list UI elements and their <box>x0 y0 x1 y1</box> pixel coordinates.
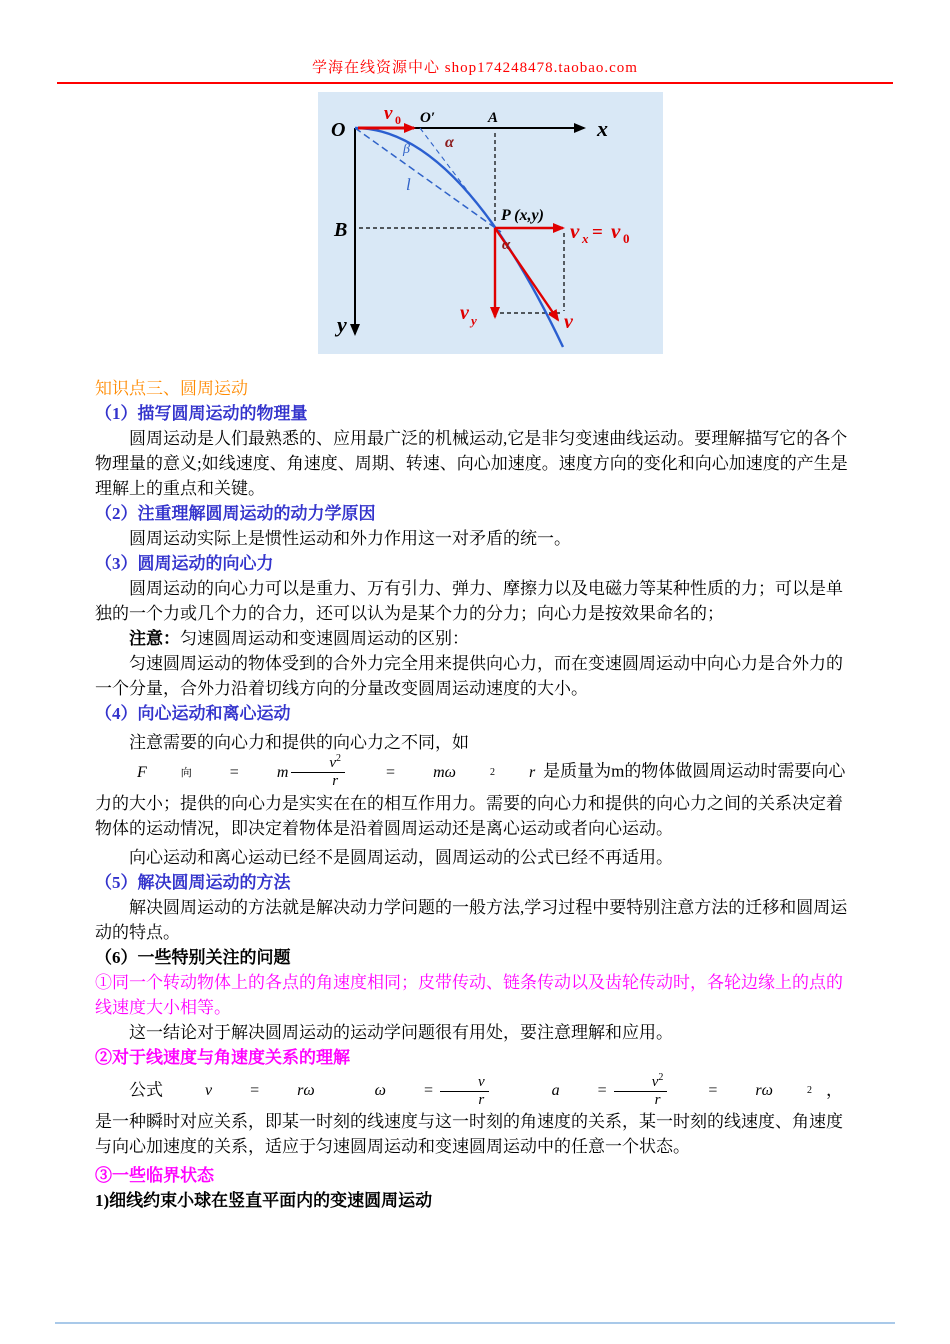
beta-angle-label: β <box>403 142 410 157</box>
formula2-r-omega-2: rω <box>755 1082 773 1100</box>
formula-m-omega: mω <box>433 763 456 781</box>
paragraph-velocity-relations <box>95 1071 855 1160</box>
heading-6-special-issues: （6）一些特别关注的问题 <box>95 947 291 967</box>
vy-label-subscript: y <box>471 313 477 328</box>
formula-v: v <box>329 755 337 771</box>
formula2-equals-3: = <box>597 1082 607 1100</box>
paragraph-solving-method: 解决圆周运动的方法就是解决动力学问题的一般方法,学习过程中要特别注意方法的迁移和圆周运动的特点。 <box>95 897 848 942</box>
fraction-v-over-r <box>440 1074 489 1110</box>
centripetal-force-formula: F 向 = m $\frac{v^2}{r}$ = mω 2 r <box>103 755 535 791</box>
alpha-angle-label-top: α <box>445 134 454 151</box>
fraction-denominator <box>444 1092 484 1109</box>
note-paragraph <box>95 626 855 651</box>
formula2-r-den-2: r <box>654 1091 661 1108</box>
heading-3-centripetal-force: （3）圆周运动的向心力 <box>95 554 274 573</box>
formula-r: r <box>332 773 339 790</box>
formula-v-equals-r-omega <box>171 1082 315 1100</box>
formula2-v-exponent: 2 <box>658 1071 664 1083</box>
paragraph-conclusion-useful: 这一结论对于解决圆周运动的运动学问题很有用处，要注意理解和应用。 <box>129 1022 673 1042</box>
point-O-prime-label: O′ <box>420 110 436 126</box>
formula-r-2: r <box>528 763 536 781</box>
formula2-a: a <box>551 1082 560 1100</box>
heading-2-dynamics-reason: （2）注重理解圆周运动的动力学原因 <box>95 504 376 523</box>
heading-5-solving-method: （5）解决圆周运动的方法 <box>95 872 291 892</box>
fraction-numerator <box>614 1071 668 1092</box>
fraction-v2-over-r <box>291 755 345 791</box>
formula-a-equals: a = $\frac{v^2}{r}$ = rω 2 <box>518 1074 812 1110</box>
projectile-motion-svg <box>318 92 663 354</box>
text-segment-formula-outro: ，是一种瞬时对应关系，即某一时刻的线速度与这一时刻的角速度的关系，某一时刻的线速度、角速度与向心加速度的关系，适应于匀速圆周运动和变速圆周运动中的任意一个状态。 <box>95 1080 843 1156</box>
fraction-numerator <box>440 1074 489 1092</box>
v-resultant-label: v <box>564 311 573 333</box>
point-B-label: B <box>334 219 348 241</box>
heading-4-centripetal-centrifugal: （4）向心运动和离心运动 <box>95 704 291 723</box>
fraction-denominator <box>298 773 338 790</box>
vx-label-subscript: x <box>582 231 589 246</box>
point-P-label: P (x,y) <box>501 207 544 224</box>
formula2-r-omega: rω <box>297 1082 315 1100</box>
formula2-v2-num: v <box>651 1073 659 1090</box>
header-rule <box>57 82 893 84</box>
heading-knowledge-point-3: 知识点三、圆周运动 <box>95 379 248 398</box>
formula-F: F <box>137 763 147 781</box>
watermark-text: 学海在线资源中心 shop174248478.taobao.com <box>312 60 638 76</box>
projectile-motion-figure <box>318 92 663 354</box>
x-axis-label: x <box>597 116 608 141</box>
note-label: 注意： <box>129 629 180 648</box>
point-A-label: A <box>488 110 499 126</box>
paragraph-formulas-not-applicable: 向心运动和离心运动已经不是圆周运动，圆周运动的公式已经不再适用。 <box>129 847 673 867</box>
origin-label: O <box>331 119 346 141</box>
heading-1-physical-quantities: （1）描写圆周运动的物理量 <box>95 404 308 423</box>
text-segment-post-formula: 是质量为m的物体做圆周运动时需要向心力的大小；提供的向心力是实实在在的相互作用力。需要的向心力和提供的向心力之间的关系决定着物体的运动情况，即决定着物体是沿着圆周运动还是离心运动或者向心运动。 <box>95 761 846 838</box>
vy-label: v <box>460 302 469 324</box>
y-axis-label: y <box>337 312 347 337</box>
formula2-equals-1: = <box>250 1082 260 1100</box>
fraction-numerator <box>291 755 345 773</box>
note-text: 匀速圆周运动和变速圆周运动的区别： <box>180 629 469 648</box>
fraction-v2-over-r-2 <box>614 1071 668 1110</box>
bottom-rule <box>55 1322 895 1324</box>
paragraph-string-constrained-ball: 1)细线约束小球在竖直平面内的变速圆周运动 <box>95 1191 433 1210</box>
text-segment-formula-intro: 公式 <box>129 1080 163 1100</box>
formula-omega-equals-v-over-r <box>341 1074 492 1110</box>
vx-label: v <box>570 219 580 243</box>
formula-v-exponent: 2 <box>336 753 342 764</box>
document-content <box>95 376 855 1213</box>
formula-m: m <box>276 763 289 781</box>
formula2-v: v <box>205 1082 213 1100</box>
formula2-r-den: r <box>478 1091 485 1108</box>
heading-critical-states: ③一些临界状态 <box>95 1166 214 1185</box>
v0-label-subscript: 0 <box>395 113 401 127</box>
formula2-v-num: v <box>478 1073 485 1090</box>
v0-label: v <box>384 103 393 124</box>
formula-equals-2: = <box>386 763 396 781</box>
paragraph-centripetal-force-sources: 圆周运动的向心力可以是重力、万有引力、弹力、摩擦力以及电磁力等某种性质的力；可以是单独的一个力或几个力的合力，还可以认为是某个力的分力；向心力是按效果命名的； <box>95 579 843 623</box>
alpha-angle-label-at-P: α <box>502 237 511 253</box>
watermark-header <box>0 0 950 84</box>
chord-length-label: l <box>406 175 411 194</box>
paragraph-dynamics-reason: 圆周运动实际上是惯性运动和外力作用这一对矛盾的统一。 <box>129 529 571 548</box>
paragraph-same-angular-velocity: ①同一个转动物体上的各点的角速度相同；皮带传动、链条传动以及齿轮传动时，各轮边缘上的点的线速度大小相等。 <box>95 972 843 1017</box>
heading-linear-angular-relation: ②对于线速度与角速度关系的理解 <box>95 1047 350 1067</box>
paragraph-physical-quantities: 圆周运动是人们最熟悉的、应用最广泛的机械运动,它是非匀变速曲线运动。要理解描写它的各个物理量的意义;如线速度、角速度、周期、转速、向心加速度。速度方向的变化和向心加速度的产生是理解上的重点和关键。 <box>95 429 848 498</box>
fraction-denominator <box>621 1092 661 1109</box>
formula2-equals-4: = <box>708 1082 718 1100</box>
formula2-omega: ω <box>374 1082 386 1100</box>
text-segment-pre-formula: 注意需要的向心力和提供的向心力之不同，如 <box>129 733 469 752</box>
vx-equals-v0-label: v <box>611 219 621 243</box>
paragraph-needed-vs-provided-force <box>95 730 855 841</box>
formula2-equals-2: = <box>423 1082 433 1100</box>
formula-equals-1: = <box>229 763 239 781</box>
vx-equals-v0-subscript: 0 <box>623 231 630 246</box>
velocity-relation-formulas <box>171 1071 818 1110</box>
vx-equals-sign: = <box>592 222 603 243</box>
paragraph-uniform-vs-nonuniform: 匀速圆周运动的物体受到的合外力完全用来提供向心力，而在变速圆周运动中向心力是合外力的一个分量，合外力沿着切线方向的分量改变圆周运动速度的大小。 <box>95 654 843 698</box>
